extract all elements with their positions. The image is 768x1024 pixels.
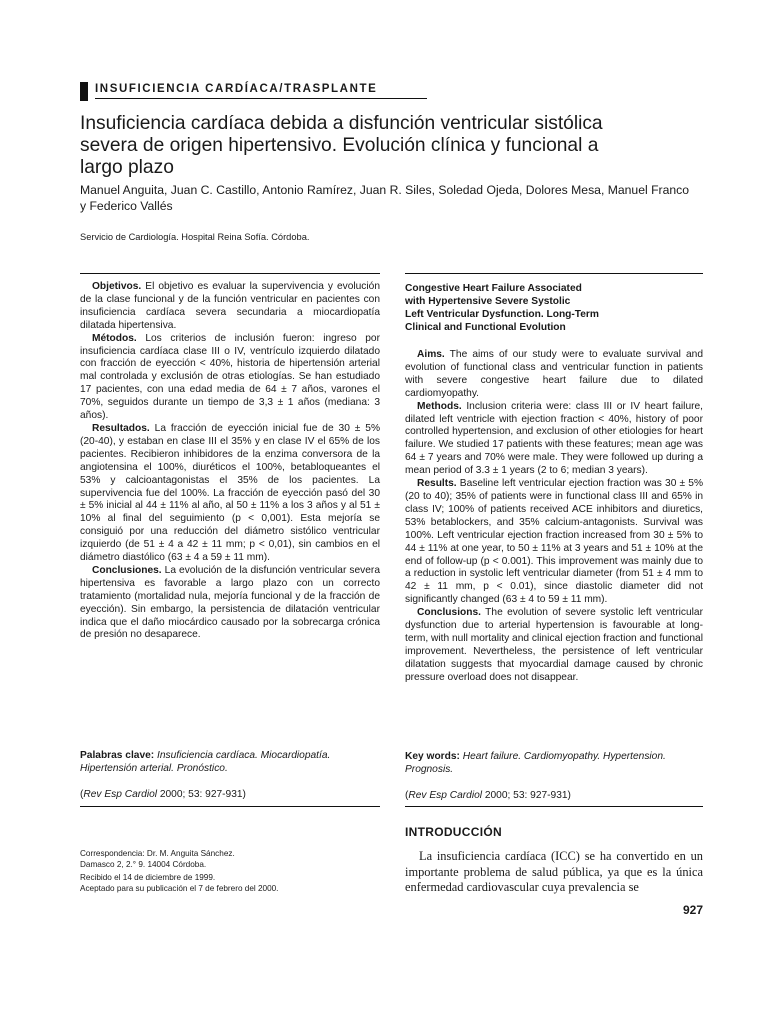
metodos-label: Métodos. [92,332,137,344]
correspondence-note [80,849,380,870]
conclusiones-label: Conclusiones. [92,564,162,576]
results-text: Baseline left ventricular ejection fraction was 30 ± 5% (20 to 40); 35% of patients were in functional class III and 65% in class IV; 100% of patients received ACE inhibitors and diuretics, 53% betablockers, and 35% calcium-antagonists. Survival was 100%. Left ventricular ejection fraction increased from 30 ± 5% to 44 ± 11% at one year, to 50 ± 11% at 3 years and 51 ± 10% at the end of follow-up (p < 0.001). This improvement was mainly due to a reduction in systolic left ventricular diameter (from 51 ± 4 mm to 42 ± 11 mm, p < 0.01), since diastolic diameter did not significantly changed (63 ± 4 to 59 ± 11 mm). [405,478,703,606]
abstract-conclusions [405,607,703,684]
abstract-es-top-rule [80,273,380,274]
abstract-resultados [80,423,380,565]
abstract-spanish [80,281,380,642]
keywords-english [405,751,703,777]
citation-es-open: ( [80,789,84,800]
methods-label: Methods. [417,400,462,412]
abstract-conclusiones [80,565,380,642]
correspondence-line2: Damasco 2, 2.° 9. 14004 Córdoba. [80,859,207,869]
citation-spanish [80,789,246,800]
abstract-en-top-rule [405,273,703,274]
conclusiones-text: La evolución de la disfunción ventricular severa hipertensiva es favorable a largo plazo con un correcto tratamiento (mortalidad nula, mejoría funcional y de la fracción de eyección). Sin embargo, la persistencia de dilatación ventricular indica que el daño miocárdico causado por la sobrecarga crónica de presión no desaparece. [80,564,380,641]
resultados-label: Resultados. [92,422,150,434]
objetivos-label: Objetivos. [92,281,142,292]
abstract-es-bottom-rule [80,806,380,807]
objetivos-text: El objetivo es evaluar la supervivencia y evolución de la clase funcional y de la función ventricular en pacientes con insuficiencia cardíaca severa secundaria a miocardiopatía dilatada hipertensiva. [80,281,380,331]
abstract-aims [405,349,703,401]
correspondence-line1: Correspondencia: Dr. M. Anguita Sánchez. [80,849,235,858]
section-label: INSUFICIENCIA CARDÍACA/TRASPLANTE [95,83,378,95]
accepted-date: Aceptado para su publicación el 7 de febrero del 2000. [80,883,279,893]
article-title: Insuficiencia cardíaca debida a disfunción ventricular sistólica severa de origen hipertensivo. Evolución clínica y funcional a largo plazo [80,113,603,178]
page-number: 927 [682,903,703,917]
citation-english [405,790,571,801]
abstract-en-bottom-rule [405,806,703,807]
received-note [80,873,380,894]
keywords-spanish [80,750,380,776]
keywords-en-label: Key words: [405,751,460,762]
received-date: Recibido el 14 de diciembre de 1999. [80,873,216,882]
aims-text: The aims of our study were to evaluate survival and evolution of functional class and ventricular function in patients with severe congestive heart failure due to dilated cardiomyopathy. [405,349,703,399]
abstract-results [405,478,703,607]
citation-en-rest: 2000; 53: 927-931) [482,790,571,801]
results-label: Results. [417,478,457,490]
aims-label: Aims. [417,349,445,360]
methods-text: Inclusion criteria were: class III or IV heart failure, dilated left ventricle with ejection fraction < 40%, history of poor controlled hypertension, and exclusion of other etiologies for heart failure. We studied 17 patients with these features; mean age was 64 ± 7 years and 70% were male. They were followed up during a mean period of 3.3 ± 1 years (2 to 6; median 3 years). [405,400,703,477]
citation-es-journal: Rev Esp Cardiol [83,789,158,800]
authors: Manuel Anguita, Juan C. Castillo, Antonio Ramírez, Juan R. Siles, Soledad Ojeda, Dolores Mesa, Manuel Franco y Federico Vallés [80,183,690,213]
resultados-text: La fracción de eyección inicial fue de 30 ± 5% (20-40), y estaban en clase III el 35% y en clase IV el 65% de los pacientes. Recibieron inhibidores de la enzima conversora de la angiotensina el 100%, diuréticos el 100%, betabloqueantes el 53% y calcioantagonistas el 35% de los pacientes. La supervivencia fue del 100%. La fracción de eyección pasó del 30 ± 5% inicial al 44 ± 11% al año, al 50 ± 11% a los 3 años y al 51 ± 10% al final del seguimiento (p < 0,001). Esta mejoría se consiguió por una reducción del diámetro sistólico ventricular izquierdo (de 51 ± 4 a 42 ± 11 mm; p < 0,01), sin cambios en el diámetro diastólico (63 ± 4 a 59 ± 11 mm). [80,422,380,564]
keywords-es-label: Palabras clave: [80,750,155,761]
metodos-text: Los criterios de inclusión fueron: ingreso por insuficiencia cardíaca clase III o IV, ventrículo izquierdo dilatado con fracción de eyección < 40%, historia de hipertensión arterial mal controlada y exclusión de otras etiologías. Se han estudiado 17 pacientes, con una edad media de 64 ± 7 años, varones el 70%, seguidos durante un tiempo de 3,3 ± 1 años (mediana: 3 años). [80,332,380,422]
section-rule [95,98,427,99]
abstract-objetivos [80,281,380,333]
abstract-metodos [80,333,380,423]
abstract-methods [405,401,703,478]
abstract-english [405,349,703,685]
citation-en-journal: Rev Esp Cardiol [408,790,483,801]
keywords-en-text: Heart failure. Cardiomyopathy. Hypertension. Prognosis. [405,751,666,775]
keywords-es-text: Insuficiencia cardíaca. Miocardiopatía. Hipertensión arterial. Pronóstico. [80,750,331,774]
section-marker-bar [80,82,88,101]
citation-es-rest: 2000; 53: 927-931) [157,789,246,800]
affiliation: Servicio de Cardiología. Hospital Reina Sofía. Córdoba. [80,232,310,242]
introduccion-body: La insuficiencia cardíaca (ICC) se ha convertido en un importante problema de salud pública, ya que es la única enfermedad cardiovascular cuya prevalencia se [405,849,703,894]
introduccion-heading: INTRODUCCIÓN [405,825,502,839]
english-title: Congestive Heart Failure Associated with Hypertensive Severe Systolic Left Ventricular Dysfunction. Long-Term Clinical and Functional Evolution [405,283,599,333]
citation-en-open: ( [405,790,409,801]
conclusions-text: The evolution of severe systolic left ventricular dysfunction due to arterial hypertension is favourable at long-term, with null mortality and clinical ejection fraction and functional improvement. Nevertheless, the persistence of left ventricular dilatation suggests that myocardial damage caused by chronic pressure overload does not disappear. [405,607,703,683]
conclusions-label: Conclusions. [417,607,481,619]
